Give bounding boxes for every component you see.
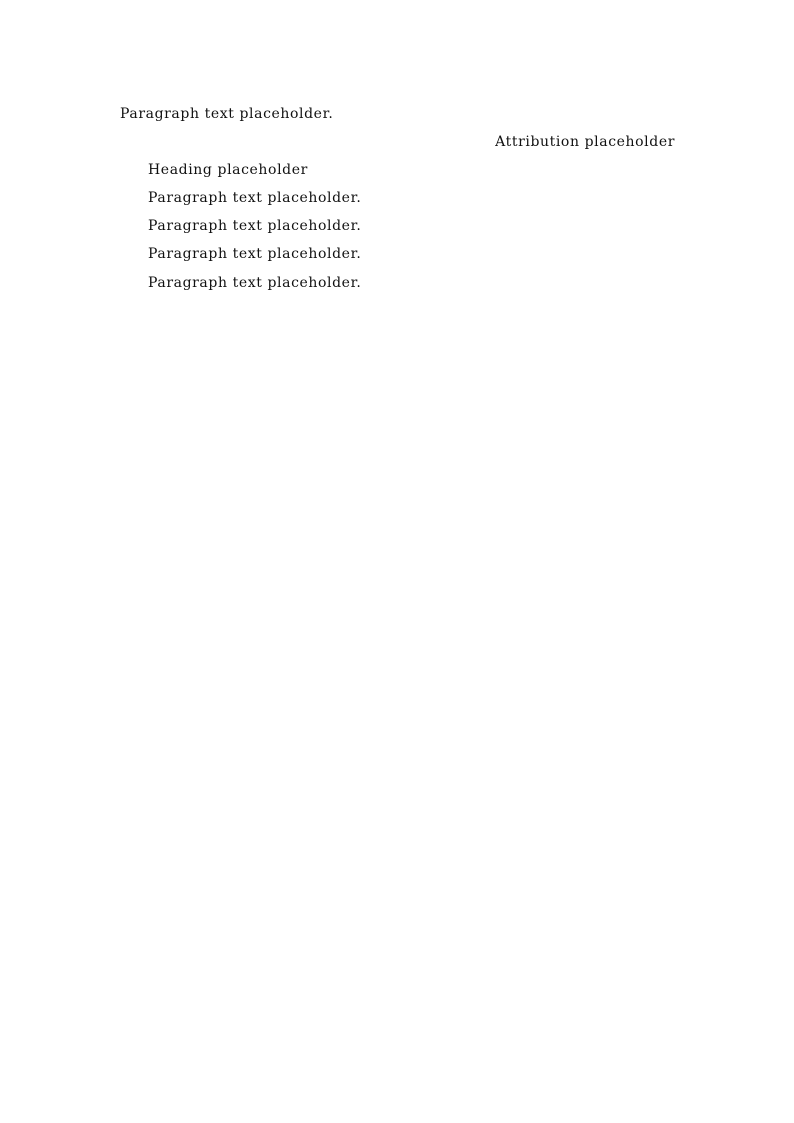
- paragraph: Paragraph text placeholder.: [148, 190, 362, 207]
- paragraph: Paragraph text placeholder.: [148, 274, 362, 291]
- document-body: [120, 100, 675, 297]
- source-attribution: Attribution placeholder: [495, 134, 675, 151]
- paragraph: Paragraph text placeholder.: [148, 218, 362, 235]
- paragraph: Paragraph text placeholder.: [148, 246, 362, 263]
- opening-paragraph: Paragraph text placeholder.: [120, 106, 334, 122]
- section-heading: Heading placeholder: [148, 162, 308, 179]
